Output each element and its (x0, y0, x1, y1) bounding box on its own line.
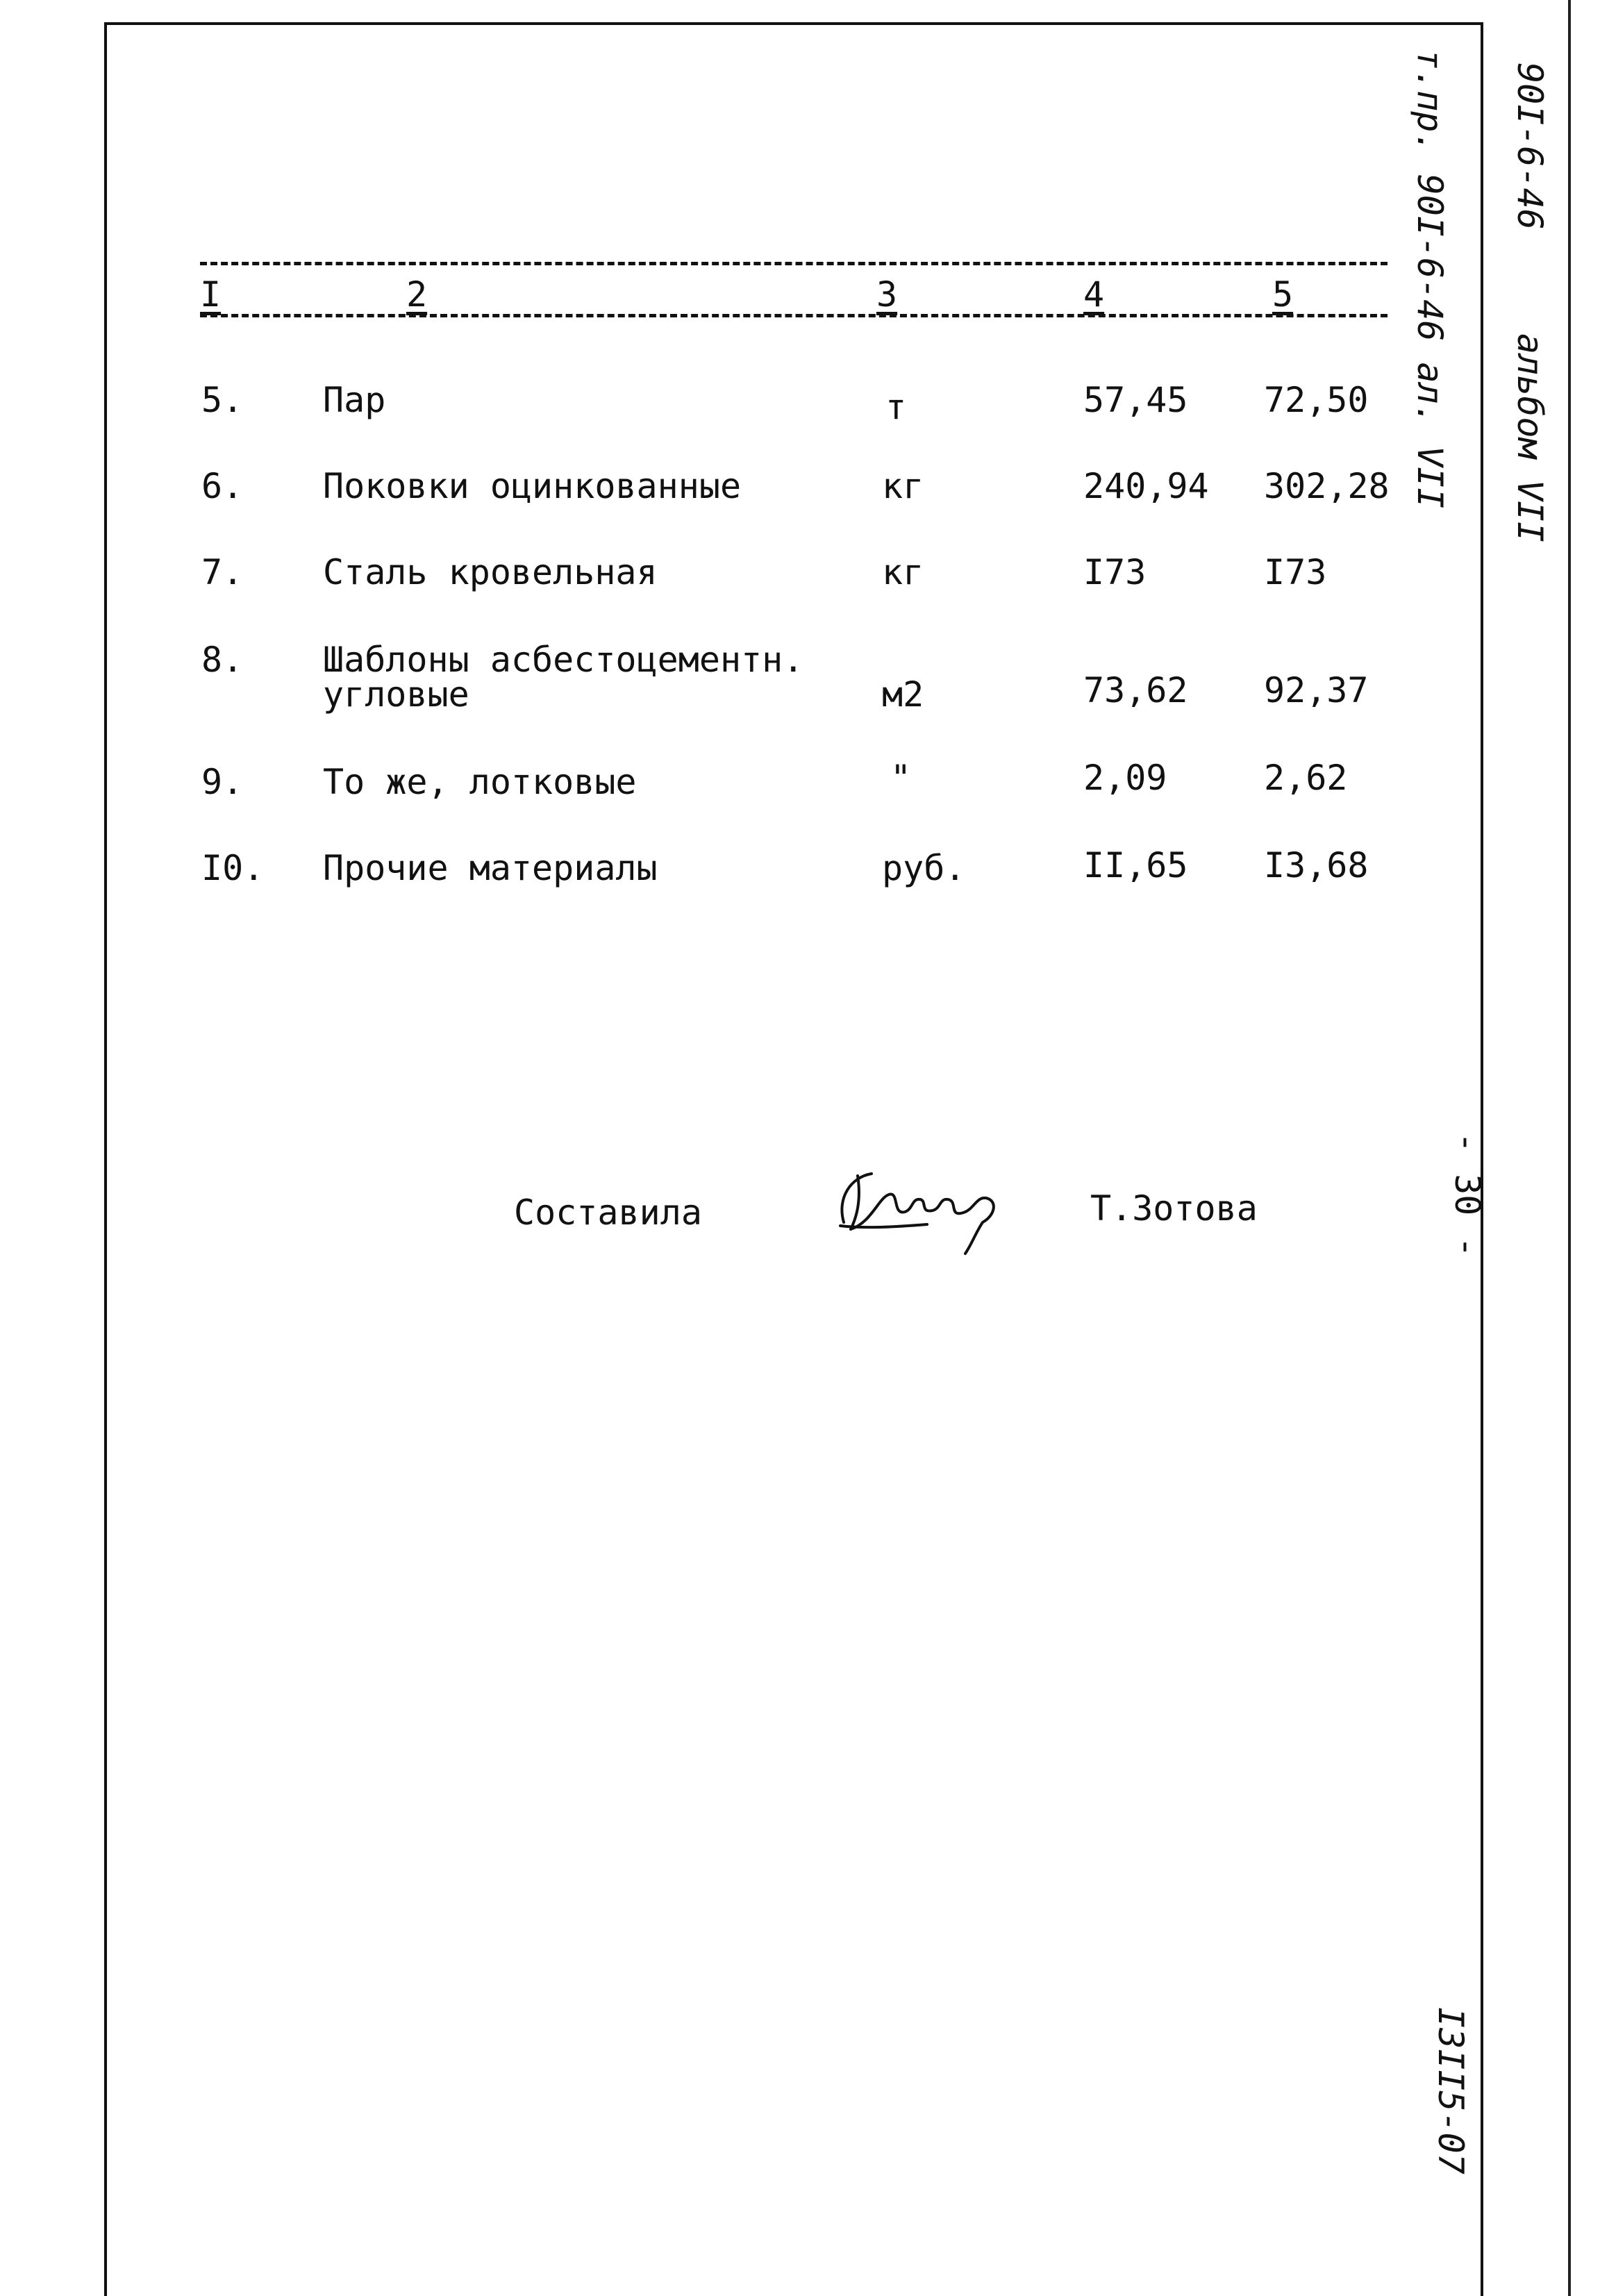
row-unit: м2 (882, 674, 924, 715)
compiled-by-label: Составила (514, 1192, 702, 1233)
row-value-col4: 73,62 (1083, 670, 1188, 710)
header-col-2: 2 (406, 274, 428, 315)
row-name: То же, лотковые (323, 762, 637, 802)
row-value-col5: 72,50 (1264, 380, 1369, 420)
compiler-name: Т.Зотова (1090, 1188, 1258, 1229)
row-value-col5: 2,62 (1264, 758, 1348, 798)
row-value-col4: II,65 (1083, 845, 1188, 885)
signature (823, 1156, 1024, 1261)
row-value-col4: I73 (1083, 552, 1147, 592)
row-name: Поковки оцинкованные (323, 466, 742, 506)
header-col-1: I (200, 274, 222, 315)
row-unit: кг (882, 552, 924, 592)
page-number: - 30 - (1447, 1132, 1488, 1258)
row-unit: кг (882, 466, 924, 506)
header-dash-line-bottom (200, 314, 1388, 317)
row-value-col5: I73 (1264, 552, 1327, 592)
row-name-continued: угловые (323, 674, 469, 715)
row-unit: " (890, 758, 912, 798)
header-col-4: 4 (1083, 274, 1105, 315)
margin-reference-code: т.пр. 90I-6-46 ал. VII (1410, 49, 1450, 509)
row-value-col5: 92,37 (1264, 670, 1369, 710)
row-value-col5: 302,28 (1264, 466, 1390, 506)
margin-series-code: 90I-6-46 (1510, 63, 1550, 230)
margin-album: альбом VII (1510, 333, 1550, 543)
row-name: Шаблоны асбестоцементн. (323, 640, 804, 680)
row-number: 7. (201, 552, 244, 592)
row-value-col5: I3,68 (1264, 845, 1369, 885)
binding-rule (1568, 0, 1571, 2296)
row-value-col4: 57,45 (1083, 380, 1188, 420)
row-number: 8. (201, 640, 244, 680)
row-unit: руб. (882, 848, 966, 888)
row-name: Прочие материалы (323, 848, 658, 888)
row-name: Пар (323, 380, 386, 420)
page-frame (104, 22, 1483, 2296)
row-value-col4: 2,09 (1083, 758, 1167, 798)
row-unit: т (885, 387, 907, 427)
row-number: I0. (201, 848, 265, 888)
margin-stamp: I3II5-07 (1431, 2007, 1471, 2174)
row-value-col4: 240,94 (1083, 466, 1209, 506)
row-number: 9. (201, 762, 244, 802)
header-dash-line-top (200, 262, 1388, 265)
header-col-5: 5 (1272, 274, 1294, 315)
header-col-3: 3 (876, 274, 898, 315)
row-number: 5. (201, 380, 244, 420)
row-number: 6. (201, 466, 244, 506)
row-name: Сталь кровельная (323, 552, 658, 592)
